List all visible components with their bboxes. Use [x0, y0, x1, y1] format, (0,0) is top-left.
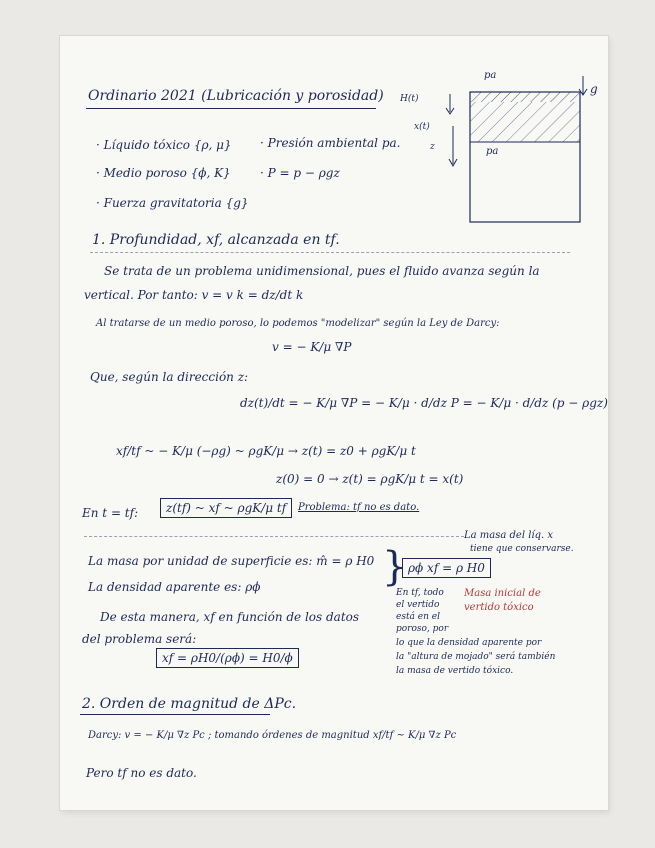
equation: Darcy: v = − K/μ ∇z Pc ; tomando órdenes de magnitud xf/tf ~ K/μ ∇z Pc: [88, 730, 457, 741]
section-rule: [84, 536, 464, 537]
equation: z(0) = 0 → z(t) = ρgK/μ t = x(t): [276, 472, 464, 486]
section-heading: 2. Orden de magnitud de ΔPc.: [82, 696, 297, 712]
paragraph-line: La masa por unidad de superficie es: m̂ = ρ H0: [88, 554, 375, 568]
side-note: está en el: [396, 612, 440, 622]
paragraph-line: En t = tf:: [82, 506, 139, 520]
side-note: el vertido: [396, 600, 440, 610]
data-item: · Presión ambiental pa.: [260, 136, 401, 150]
side-note: la masa de vertido tóxico.: [396, 666, 514, 676]
fluid-layer: [470, 92, 580, 102]
data-item: · Fuerza gravitatoria {g}: [96, 196, 249, 210]
paragraph-line: Al tratarse de un medio poroso, lo podemos "modelizar" según la Ley de Darcy:: [96, 318, 500, 329]
paragraph-line: del problema será:: [82, 632, 197, 646]
data-item: · Medio poroso {ϕ, K}: [96, 166, 231, 180]
data-item: · Líquido tóxico {ρ, μ}: [96, 138, 232, 152]
side-note: la "altura de mojado" será también: [396, 652, 556, 662]
paragraph-line: De esta manera, xf en función de los datos: [100, 610, 360, 624]
boxed-result: ρϕ xf = ρ H0: [402, 558, 491, 578]
notebook-page: [60, 36, 608, 810]
paragraph-line: Que, según la dirección z:: [90, 370, 249, 384]
side-note: poroso, por: [396, 624, 449, 634]
paragraph-line: Pero tf no es dato.: [86, 766, 197, 780]
side-note: La masa del líq. x: [464, 530, 553, 541]
section-rule: [80, 714, 270, 715]
paragraph-line: vertical. Por tanto: v = v k = dz/dt k: [84, 288, 304, 302]
diagram-label-xt: x(t): [414, 122, 430, 132]
diagram-label-pa-inside: pa: [486, 146, 499, 157]
side-note-red: Masa inicial de: [464, 588, 541, 599]
data-item: · P = p − ρgz: [260, 166, 340, 180]
title-underline: [86, 108, 376, 109]
section-rule: [90, 252, 570, 253]
side-note: En tf, todo: [396, 588, 444, 598]
section-heading: 1. Profundidad, xf, alcanzada en tf.: [92, 232, 340, 248]
diagram-label-g: g: [590, 82, 598, 96]
problem-note: Problema: tf no es dato.: [298, 502, 420, 513]
page-title: Ordinario 2021 (Lubricación y porosidad): [88, 88, 384, 104]
diagram-label-z: z: [430, 142, 435, 152]
side-note-red: vertido tóxico: [464, 602, 534, 613]
paragraph-line: Se trata de un problema unidimensional, pues el fluido avanza según la: [104, 264, 540, 278]
brace-icon: }: [382, 544, 408, 590]
wetted-region: [470, 102, 580, 142]
final-result: xf = ρH0/(ρϕ) = H0/ϕ: [156, 648, 299, 668]
boxed-result: z(tf) ~ xf ~ ρgK/μ tf: [160, 498, 292, 518]
equation: dz(t)/dt = − K/μ ∇P = − K/μ · d/dz P = − K/μ · d/dz (p − ρgz): [240, 396, 608, 410]
equation: v = − K/μ ∇P: [272, 340, 352, 354]
side-note: tiene que conservarse.: [470, 544, 574, 554]
diagram-label-Ht: H(t): [400, 94, 419, 104]
diagram-label-pa-top: pa: [484, 70, 497, 81]
side-note: lo que la densidad aparente por: [396, 638, 542, 648]
equation: xf/tf ~ − K/μ (−ρg) ~ ρgK/μ → z(t) = z0 + ρgK/μ t: [116, 444, 416, 458]
paragraph-line: La densidad aparente es: ρϕ: [88, 580, 261, 594]
